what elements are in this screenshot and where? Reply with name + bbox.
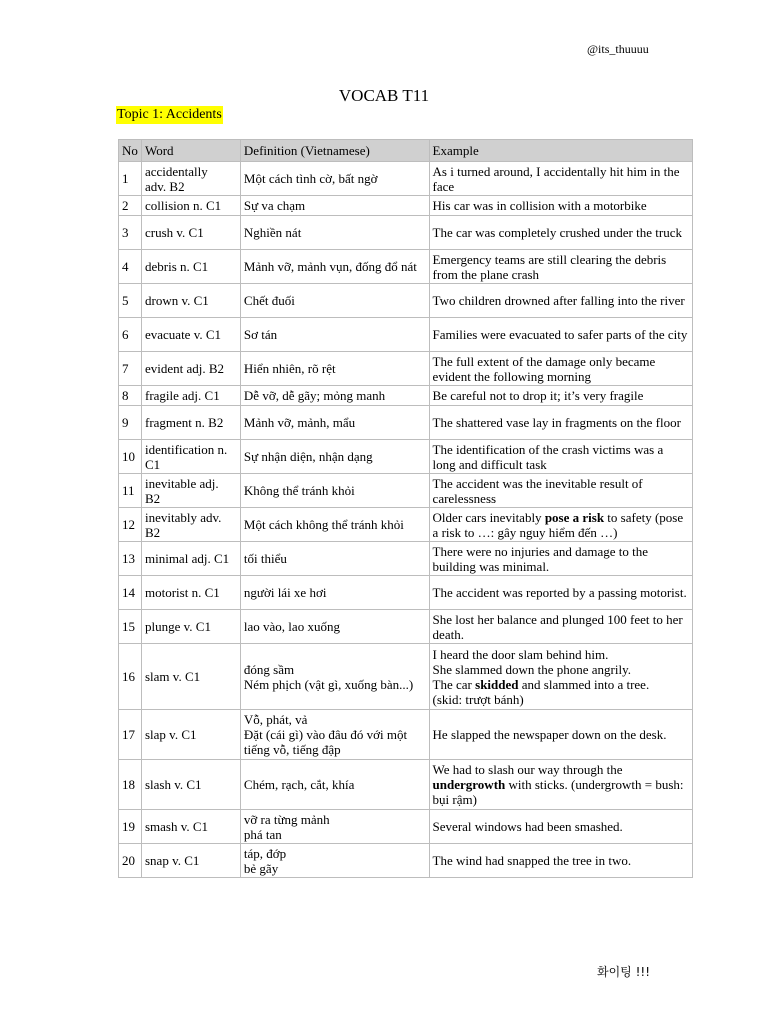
word-cell-line: fragment n. B2	[144, 415, 224, 430]
definition-cell	[240, 284, 429, 318]
word-cell-line: inevitably adv.	[144, 509, 222, 525]
table-row	[119, 710, 693, 760]
example-line	[433, 762, 689, 807]
definition-cell-line: Chết đuối	[243, 293, 295, 308]
example-text: The wind had snapped the tree in two.	[432, 853, 632, 868]
example-cell	[429, 318, 692, 352]
word-cell-line: smash v. C1	[144, 819, 209, 834]
table-row	[119, 440, 693, 474]
table-header-row	[119, 140, 693, 162]
table-row	[119, 474, 693, 508]
word-cell	[141, 250, 240, 284]
example-line	[433, 544, 689, 574]
author-handle: @its_thuuuu	[587, 42, 649, 56]
example-line	[433, 293, 689, 308]
word-cell	[141, 440, 240, 474]
definition-cell	[240, 440, 429, 474]
column-header-no: No	[119, 140, 142, 162]
example-line	[433, 662, 689, 677]
definition-cell	[240, 576, 429, 610]
word-cell	[141, 810, 240, 844]
definition-cell	[240, 474, 429, 508]
row-number: 12	[119, 508, 142, 542]
word-cell	[141, 508, 240, 542]
example-line	[433, 415, 689, 430]
example-text: Emergency teams are still clearing the debris from the plane crash	[432, 251, 667, 282]
example-cell	[429, 576, 692, 610]
row-number: 20	[119, 844, 142, 878]
word-cell	[141, 386, 240, 406]
word-cell-line: slam v. C1	[144, 669, 201, 684]
word-cell-line: snap v. C1	[144, 853, 200, 868]
definition-cell-line: Một cách tình cờ, bất ngờ	[243, 171, 378, 186]
example-highlight: skidded	[475, 676, 519, 692]
example-cell	[429, 196, 692, 216]
example-line	[433, 510, 689, 540]
example-line	[433, 225, 689, 240]
word-cell-line: identification n.	[144, 441, 228, 457]
table-row	[119, 406, 693, 440]
definition-cell	[240, 810, 429, 844]
word-cell-line: inevitable adj.	[144, 475, 219, 491]
table-row	[119, 284, 693, 318]
word-cell-line: C1	[144, 456, 161, 472]
word-cell-line: accidentally	[144, 163, 208, 179]
example-line	[433, 647, 689, 662]
definition-cell-line: Sự va chạm	[243, 198, 306, 213]
example-cell	[429, 406, 692, 440]
example-text: The accident was the inevitable result of carelessness	[432, 475, 643, 506]
example-line	[433, 612, 689, 642]
example-text: (skid: trượt bánh)	[432, 691, 524, 707]
table-row	[119, 508, 693, 542]
example-highlight: pose a risk	[544, 509, 605, 525]
word-cell	[141, 162, 240, 196]
example-cell	[429, 508, 692, 542]
example-line	[433, 354, 689, 384]
word-cell	[141, 542, 240, 576]
example-text: As i turned around, I accidentally hit him in the face	[432, 163, 680, 194]
definition-cell-line: Ném phịch (vật gì, xuống bàn...)	[243, 676, 414, 692]
definition-cell-line: Dễ vỡ, dễ gãy; mỏng manh	[243, 388, 386, 403]
row-number: 11	[119, 474, 142, 508]
example-line	[433, 727, 689, 742]
table-body	[119, 162, 693, 878]
example-cell	[429, 474, 692, 508]
row-number: 18	[119, 760, 142, 810]
example-cell	[429, 644, 692, 710]
example-text: The car	[432, 676, 476, 692]
definition-cell	[240, 318, 429, 352]
word-cell	[141, 284, 240, 318]
definition-cell	[240, 760, 429, 810]
word-cell	[141, 576, 240, 610]
word-cell-line: adv. B2	[144, 178, 185, 194]
word-cell-line: motorist n. C1	[144, 585, 220, 600]
example-text: He slapped the newspaper down on the desk.	[432, 727, 667, 742]
table-row	[119, 542, 693, 576]
example-cell	[429, 760, 692, 810]
row-number: 7	[119, 352, 142, 386]
example-text: There were no injuries and damage to the building was minimal.	[432, 543, 649, 574]
example-text: The accident was reported by a passing motorist.	[432, 585, 687, 600]
table-row	[119, 576, 693, 610]
row-number: 4	[119, 250, 142, 284]
definition-cell	[240, 352, 429, 386]
definition-cell	[240, 406, 429, 440]
row-number: 13	[119, 542, 142, 576]
example-line	[433, 585, 689, 600]
word-cell-line: crush v. C1	[144, 225, 204, 240]
example-cell	[429, 542, 692, 576]
definition-cell-line: phá tan	[243, 826, 282, 842]
footer-cheer: 화이팅 !!!	[597, 965, 651, 979]
example-text: with sticks. (undergrowth = bush: bụi rậm)	[432, 777, 684, 807]
example-cell	[429, 162, 692, 196]
definition-cell	[240, 542, 429, 576]
definition-cell-line: táp, đớp	[243, 845, 287, 861]
example-text: The shattered vase lay in fragments on the floor	[432, 415, 681, 430]
word-cell-line: fragile adj. C1	[144, 388, 220, 403]
definition-cell-line: Sự nhận diện, nhận dạng	[243, 449, 373, 464]
row-number: 8	[119, 386, 142, 406]
table-row	[119, 196, 693, 216]
word-cell	[141, 318, 240, 352]
definition-cell	[240, 250, 429, 284]
definition-cell	[240, 710, 429, 760]
table-row	[119, 810, 693, 844]
row-number: 14	[119, 576, 142, 610]
word-cell-line: collision n. C1	[144, 198, 222, 213]
example-text: Several windows had been smashed.	[432, 819, 623, 834]
word-cell-line: evident adj. B2	[144, 361, 225, 376]
definition-cell	[240, 844, 429, 878]
definition-cell-line: Chém, rạch, cắt, khía	[243, 777, 355, 792]
definition-cell-line: Mảnh vỡ, mảnh vụn, đống đổ nát	[243, 259, 417, 274]
definition-cell-line: Vỗ, phát, vả	[243, 712, 308, 727]
example-cell	[429, 386, 692, 406]
definition-cell-line: Không thể tránh khỏi	[243, 483, 355, 498]
word-cell	[141, 406, 240, 440]
table-row	[119, 644, 693, 710]
definition-cell	[240, 508, 429, 542]
example-text: The full extent of the damage only became evident the following morning	[432, 353, 656, 384]
example-text: to safety (pose a risk to …: gây nguy hiểm đến …)	[432, 509, 684, 540]
definition-cell-line: đóng sầm	[243, 661, 295, 677]
definition-cell	[240, 216, 429, 250]
example-text: His car was in collision with a motorbike	[432, 198, 647, 213]
example-line	[433, 476, 689, 506]
definition-cell-line: tối thiểu	[243, 551, 287, 566]
row-number: 1	[119, 162, 142, 196]
example-highlight: undergrowth	[432, 777, 506, 792]
row-number: 10	[119, 440, 142, 474]
definition-cell	[240, 196, 429, 216]
table-row	[119, 844, 693, 878]
definition-cell-line: vỡ ra từng mảnh	[243, 811, 330, 827]
row-number: 15	[119, 610, 142, 644]
example-text: Older cars inevitably	[432, 509, 545, 525]
vocab-table	[118, 139, 693, 878]
word-cell	[141, 644, 240, 710]
word-cell	[141, 710, 240, 760]
example-text: I heard the door slam behind him.	[432, 646, 609, 662]
definition-cell	[240, 386, 429, 406]
example-line	[433, 819, 689, 834]
example-text: The identification of the crash victims was a long and difficult task	[432, 441, 664, 472]
definition-cell-line: Mảnh vỡ, mảnh, mẩu	[243, 415, 356, 430]
definition-cell	[240, 644, 429, 710]
word-cell-line: B2	[144, 524, 161, 540]
definition-cell-line: Đặt (cái gì) vào đâu đó với một tiếng vỗ, tiếng đập	[243, 727, 408, 757]
word-cell	[141, 760, 240, 810]
example-cell	[429, 250, 692, 284]
definition-cell-line: Sơ tán	[243, 327, 278, 342]
word-cell-line: minimal adj. C1	[144, 551, 230, 566]
row-number: 6	[119, 318, 142, 352]
definition-cell-line: Nghiền nát	[243, 225, 302, 240]
column-header-definition: Definition (Vietnamese)	[240, 140, 429, 162]
word-cell-line: slash v. C1	[144, 777, 202, 792]
example-text: The car was completely crushed under the truck	[432, 225, 682, 240]
word-cell-line: plunge v. C1	[144, 619, 211, 634]
table-row	[119, 352, 693, 386]
definition-cell	[240, 162, 429, 196]
table-row	[119, 216, 693, 250]
example-line	[433, 164, 689, 194]
row-number: 19	[119, 810, 142, 844]
word-cell	[141, 610, 240, 644]
example-line	[433, 442, 689, 472]
word-cell-line: drown v. C1	[144, 293, 209, 308]
word-cell-line: debris n. C1	[144, 259, 209, 274]
example-line	[433, 252, 689, 282]
word-cell	[141, 352, 240, 386]
row-number: 3	[119, 216, 142, 250]
example-cell	[429, 440, 692, 474]
example-cell	[429, 610, 692, 644]
example-cell	[429, 844, 692, 878]
example-line	[433, 327, 689, 342]
example-cell	[429, 810, 692, 844]
example-line	[433, 198, 689, 213]
example-text: She lost her balance and plunged 100 feet to her death.	[432, 611, 683, 642]
example-cell	[429, 216, 692, 250]
example-text: We had to slash our way through the	[432, 762, 623, 777]
word-cell-line: evacuate v. C1	[144, 327, 222, 342]
example-text: Be careful not to drop it; it’s very fragile	[432, 388, 644, 403]
example-line	[433, 692, 689, 707]
example-line	[433, 853, 689, 868]
row-number: 17	[119, 710, 142, 760]
word-cell	[141, 844, 240, 878]
word-cell	[141, 196, 240, 216]
table-row	[119, 386, 693, 406]
example-cell	[429, 352, 692, 386]
table-row	[119, 250, 693, 284]
column-header-word: Word	[141, 140, 240, 162]
definition-cell-line: Hiển nhiên, rõ rệt	[243, 361, 336, 376]
table-row	[119, 760, 693, 810]
word-cell	[141, 216, 240, 250]
example-line	[433, 677, 689, 692]
table-row	[119, 162, 693, 196]
example-text: and slammed into a tree.	[518, 676, 650, 692]
table-row	[119, 610, 693, 644]
example-text: She slammed down the phone angrily.	[432, 661, 631, 677]
definition-cell-line: lao vào, lao xuống	[243, 619, 340, 634]
word-cell	[141, 474, 240, 508]
row-number: 2	[119, 196, 142, 216]
example-cell	[429, 710, 692, 760]
document-title: VOCAB T11	[338, 86, 430, 105]
example-line	[433, 388, 689, 403]
word-cell-line: slap v. C1	[144, 727, 197, 742]
definition-cell-line: Một cách không thể tránh khỏi	[243, 517, 404, 532]
column-header-example: Example	[429, 140, 692, 162]
definition-cell-line: bẻ gãy	[243, 860, 279, 876]
example-cell	[429, 284, 692, 318]
example-text: Families were evacuated to safer parts of the city	[432, 327, 688, 342]
table-row	[119, 318, 693, 352]
row-number: 9	[119, 406, 142, 440]
row-number: 16	[119, 644, 142, 710]
topic-heading: Topic 1: Accidents	[117, 107, 222, 122]
word-cell-line: B2	[144, 490, 161, 506]
example-text: Two children drowned after falling into the river	[432, 293, 685, 308]
definition-cell	[240, 610, 429, 644]
definition-cell-line: người lái xe hơi	[243, 585, 327, 600]
row-number: 5	[119, 284, 142, 318]
